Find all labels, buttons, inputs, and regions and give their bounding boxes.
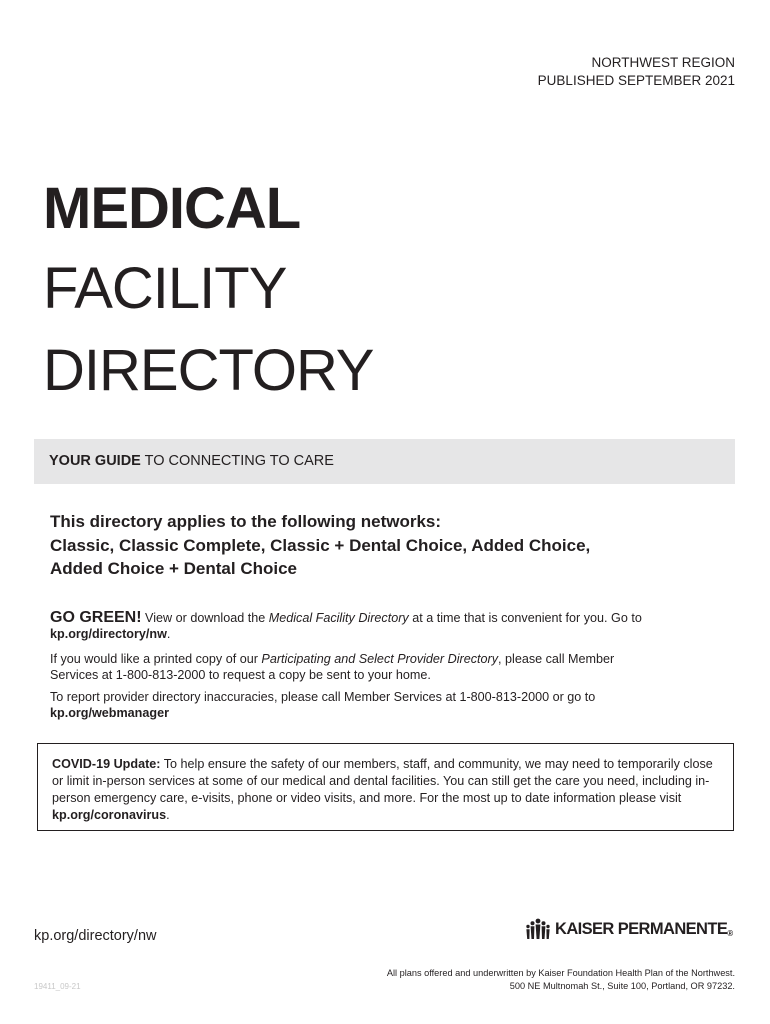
printed-copy-italic: Participating and Select Provider Directory bbox=[261, 652, 499, 666]
guide-rest: TO CONNECTING TO CARE bbox=[140, 453, 334, 469]
printed-copy-text2: , please call Member Services at 1-800-813-2000 to request a copy be sent to your home. bbox=[50, 652, 615, 682]
go-green-text1: View or download the bbox=[141, 611, 269, 625]
published-date: PUBLISHED SEPTEMBER 2021 bbox=[537, 73, 735, 88]
title-medical: MEDICAL bbox=[43, 176, 301, 241]
people-icon bbox=[525, 918, 551, 940]
registered-mark: ® bbox=[727, 928, 733, 938]
networks-list-line1: Classic, Classic Complete, Classic + Dental Choice, Added Choice, bbox=[50, 535, 591, 555]
go-green-heading: GO GREEN! bbox=[50, 609, 142, 626]
logo-wordmark bbox=[555, 920, 733, 939]
footer-directory-link[interactable]: kp.org/directory/nw bbox=[34, 928, 157, 944]
go-green-paragraph bbox=[50, 610, 670, 642]
document-code: 19411_09-21 bbox=[34, 982, 81, 991]
report-paragraph bbox=[50, 689, 660, 721]
go-green-text2: at a time that is convenient for you. Go to bbox=[408, 611, 642, 625]
title-facility: FACILITY bbox=[43, 256, 287, 321]
logo-text: KAISER PERMANENTE bbox=[555, 919, 728, 938]
covid-end: . bbox=[166, 808, 170, 822]
go-green-italic: Medical Facility Directory bbox=[268, 611, 409, 625]
kaiser-logo bbox=[525, 918, 733, 940]
fine-print bbox=[387, 967, 735, 993]
region-label: NORTHWEST REGION bbox=[591, 55, 735, 70]
region-header bbox=[538, 54, 735, 90]
fine-print-line2: 500 NE Multnomah St., Suite 100, Portland, OR 97232. bbox=[509, 981, 735, 991]
coronavirus-link[interactable]: kp.org/coronavirus bbox=[52, 808, 167, 822]
go-green-end: . bbox=[166, 627, 171, 641]
printed-copy-paragraph bbox=[50, 651, 630, 683]
printed-copy-text1: If you would like a printed copy of our bbox=[50, 652, 262, 666]
report-text: To report provider directory inaccuracies, please call Member Services at 1-800-813-2000 or go to bbox=[50, 690, 596, 704]
fine-print-line1: All plans offered and underwritten by Kaiser Foundation Health Plan of the Northwest. bbox=[386, 968, 735, 978]
directory-link[interactable]: kp.org/directory/nw bbox=[50, 627, 167, 641]
covid-body: To help ensure the safety of our members, staff, and community, we may need to temporarily close or limit in-person services at some of our medical and dental facilities. You can still get the care you need, including in-person emergency care, e-visits, phone or video visits, and more. For the most up to date information please visit bbox=[52, 757, 713, 805]
title-directory: DIRECTORY bbox=[43, 338, 374, 403]
guide-bold: YOUR GUIDE bbox=[49, 453, 141, 469]
covid-update-box bbox=[37, 743, 734, 831]
covid-label: COVID-19 Update: bbox=[52, 757, 161, 771]
covid-text bbox=[52, 756, 722, 824]
guide-banner bbox=[34, 439, 735, 484]
guide-text bbox=[49, 453, 334, 469]
webmanager-link[interactable]: kp.org/webmanager bbox=[50, 706, 169, 720]
networks-intro: This directory applies to the following networks: bbox=[50, 512, 442, 531]
networks-list-line2: Added Choice + Dental Choice bbox=[50, 559, 298, 578]
networks-block bbox=[50, 510, 690, 581]
